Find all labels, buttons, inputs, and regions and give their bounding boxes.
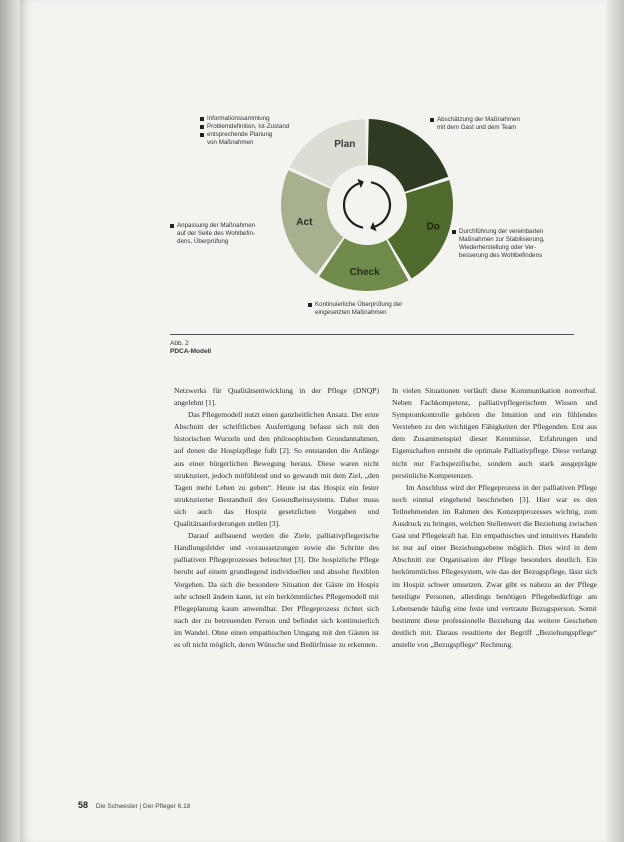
right-page-edge [606, 0, 624, 842]
page-number: 58 [78, 800, 89, 810]
segment-label-act: Act [296, 216, 313, 228]
bullet-square-icon [200, 133, 204, 137]
text-column-right [392, 385, 597, 651]
page-footer [78, 800, 190, 810]
annotation-act: Anpassung der Maßnahmen auf der Seite des Wohlbefin- dens, Überprüfung [170, 222, 285, 246]
bullet-square-icon [452, 230, 456, 234]
segment-label-check: Check [349, 266, 380, 278]
pdca-diagram [20, 0, 606, 330]
bullet-square-icon [200, 117, 204, 121]
footer-text: Die Schwester | Der Pfleger 6.18 [95, 803, 191, 810]
annotation-do: Durchführung der vereinbarten Maßnahmen zur Stabilisierung, Wiederherstellung oder Ver- besserung des Wohlbefindens [452, 228, 582, 260]
segment-label-plan: Plan [334, 139, 356, 151]
annotation-plan-right: Abschätzung der Maßnahmen mit dem Gast und dem Team [430, 116, 570, 132]
paragraph: Im Anschluss wird der Pflegeprozess in der palliativen Pflege noch einmal eingehend beschrieben [3]. Hier war es den Teilnehmenden im Rahmen des Konzeptprozesses wichtig, zum Ausdruck zu bringen, welchen Stellenwert die Beziehung zwischen Gast und Pflegekraft hat. Ein empathisches und intuitives Handeln ist nur auf einer Beziehungsebene möglich. Dies wird in dem Abschnitt zur Organisation der Pflege besonders deutlich. Ein herkömmliches Pflegesystem, wie das der Bezugspflege, lässt sich im Hospiz schwer umsetzen. Zwar gibt es nahezu an der Pflege beteiligte Personen, allerdings benötigen Pflegebedürftige am Lebensende häufig eine feste und vertraute Bezugsperson. Somit bestimmt diese professionelle Beziehung das weitere Geschehen deutlich mit. Daraus resultierte der Begriff „Beziehungspflege“ anstelle von „Bezugspflege“ Rechnung. [392, 482, 597, 649]
annotation-plan: Informationssammlung Problemdefinition, Ist-Zustand entsprechende Planung von Maßnahmen [200, 115, 310, 147]
caption-title: PDCA-Modell [170, 348, 212, 355]
annotation-check: Kontinuierliche Überprüfung der eingesetzten Maßnahmen [308, 301, 458, 317]
magazine-page [20, 0, 606, 842]
bullet-square-icon [200, 125, 204, 129]
left-page-edge [0, 0, 20, 842]
cycle-arrow-icon [344, 183, 363, 227]
bullet-square-icon [170, 224, 174, 228]
paragraph: Das Pflegemodell nutzt einen ganzheitlichen Ansatz. Der erste Abschnitt der schriftlichen Ausfertigung befasst sich mit den historischen Wurzeln und den philosophischen Grundannahmen, auf denen die Hospizpflege fußt [2]. So entstanden die Anfänge aus einer bürgerlichen Bewegung heraus. Diese waren nicht strukturiert, jedoch mitfühlend und so gewandt mit dem Ziel, „den Tagen mehr Leben zu geben“. Heute ist das Hospiz ein fester strukturierter Bestandteil des Gesundheitssystems. Daher muss sich auch das Hospiz gesetzlichen Vorgaben und Qualitätsanforderungen stellen [3]. [174, 410, 379, 529]
caption-rule [170, 334, 574, 335]
figure-caption [170, 340, 211, 356]
paragraph: Netzwerks für Qualitätsentwicklung in der Pflege (DNQP) angelehnt [1]. [174, 386, 379, 408]
bullet-square-icon [308, 303, 312, 307]
paragraph: Darauf aufbauend werden die Ziele, palliativpflegerische Handlungsfelder und -voraussetzungen sowie die Schritte des palliativen Pflegeprozesses beleuchtet [3]. Die hospizliche Pflege beruht auf einem grundlegend individuellen und absolut flexiblen Vorgehen. Da sich die besondere Situation der Gäste im Hospiz sehr schnell ändern kann, ist ein herkömmliches Pflegemodell mit Pflegeplanung kaum anwendbar. Der Pflegeprozess richtet sich nach der zu betreuenden Person und befindet sich kontinuierlich im Wandel. Ohne einen empathischen Umgang mit den Gästen ist es oft nicht möglich, deren Wünsche und Bedürfnisse zu erkennen. [174, 531, 379, 649]
text-column-left [174, 385, 379, 651]
segment-label-do: Do [426, 221, 440, 233]
pdca-figure [20, 0, 606, 330]
cycle-arrow-icon [371, 182, 390, 226]
paragraph: In vielen Situationen verläuft diese Kommunikation nonverbal. Neben Fachkompetenz, palliativpflegerischem Wissen und Symptomkontrolle gehören die Intuition und ein fühlendes Verstehen zu den wichtigen Fähigkeiten der Pflegenden. Erst aus dem Zusammenspiel dieser Kenntnisse, Erfahrungen und Eigenschaften entsteht die optimale Palliativpflege. Diese verlangt nicht nur Fachspezifische, sondern auch stark ausgeprägte persönliche Kompetenzen. [392, 386, 597, 480]
caption-label: Abb. 2 [170, 340, 189, 347]
bullet-square-icon [430, 118, 434, 122]
